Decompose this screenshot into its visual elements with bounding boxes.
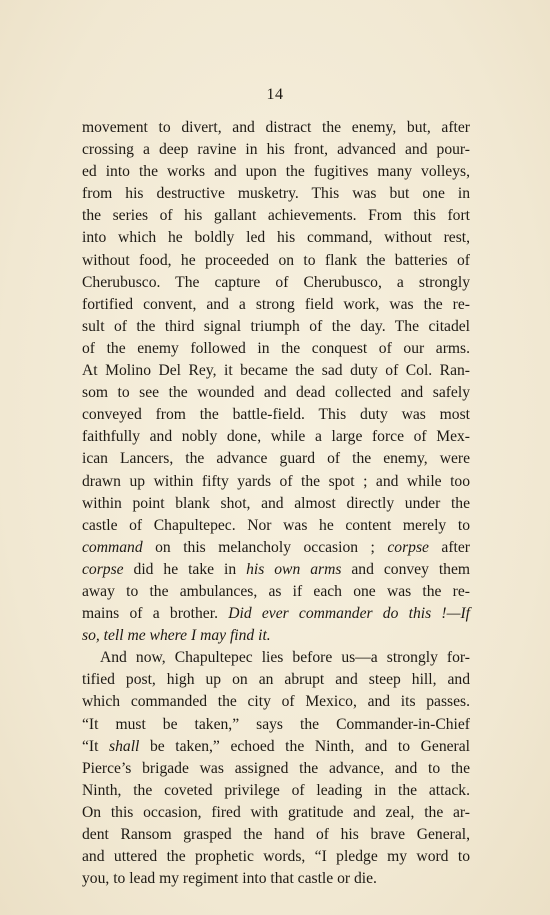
text-run: On this occasion, fired with gratitude and zeal, the ar- (82, 803, 470, 821)
text-line (82, 559, 470, 581)
text-line (82, 714, 470, 736)
text-run: Cherubusco. The capture of Cherubusco, a strongly (82, 273, 470, 291)
text-line (82, 250, 470, 272)
text-line (82, 603, 470, 625)
text-line (82, 338, 470, 360)
text-run: “It (82, 737, 110, 755)
text-line (82, 426, 470, 448)
italic-text: corpse (387, 538, 429, 556)
text-run: fortified convent, and a strong field work, was the re- (82, 295, 470, 313)
text-run: At Molino Del Rey, it became the sad duty of Col. Ran- (82, 362, 470, 380)
text-line (82, 404, 470, 426)
text-run: ican Lancers, the advance guard of the enemy, were (82, 450, 470, 468)
text-line (82, 493, 470, 515)
text-run: mains of a brother. (82, 605, 229, 623)
italic-text: so, tell me where I may find it. (82, 627, 271, 645)
text-run: crossing a deep ravine in his front, advanced and pour- (82, 141, 470, 159)
text-run: And now, Chapultepec lies before us—a strongly for- (100, 649, 470, 667)
text-line (82, 780, 470, 802)
text-line (82, 647, 470, 669)
text-line (82, 139, 470, 161)
text-line (82, 846, 470, 868)
text-line (82, 625, 470, 647)
text-run: within point blank shot, and almost directly under the (82, 494, 470, 512)
text-line (82, 294, 470, 316)
italic-text: his own arms (246, 560, 342, 578)
text-run: movement to divert, and distract the enemy, but, after (82, 119, 470, 136)
text-run: of the enemy followed in the conquest of our arms. (82, 339, 470, 357)
text-line (82, 471, 470, 493)
text-run: som to see the wounded and dead collected and safely (82, 384, 470, 402)
text-run: castle of Chapultepec. Nor was he content merely to (82, 516, 470, 534)
text-line (82, 316, 470, 338)
text-run: without food, he proceeded on to flank the batteries of (82, 251, 470, 269)
text-run: faithfully and nobly done, while a large force of Mex- (82, 428, 470, 446)
text-run: tified post, high up on an abrupt and steep hill, and (82, 671, 470, 689)
text-line (82, 183, 470, 205)
text-run: did he take in (123, 560, 247, 578)
text-line (82, 736, 470, 758)
text-run: be taken,” echoed the Ninth, and to General (139, 737, 470, 755)
text-run: dent Ransom grasped the hand of his brave General, (82, 826, 470, 843)
text-run: you, to lead my regiment into that castle or die. (82, 870, 377, 888)
text-line (82, 868, 470, 890)
text-run: on this melancholy occasion ; (142, 538, 388, 556)
text-line (82, 691, 470, 713)
text-line (82, 515, 470, 537)
text-line (82, 758, 470, 780)
text-run: and uttered the prophetic words, “I pledge my word to (82, 848, 470, 866)
italic-text: Did ever commander do this !—If (228, 605, 470, 623)
text-line (82, 581, 470, 603)
text-run: the series of his gallant achievements. From this fort (82, 207, 470, 225)
italic-text: command (82, 538, 143, 556)
paragraph (82, 647, 470, 890)
text-line (82, 382, 470, 404)
italic-text: corpse (82, 560, 124, 578)
text-run: away to the ambulances, as if each one was the re- (82, 582, 470, 600)
text-run: into which he boldly led his command, without rest, (82, 229, 470, 247)
text-run: conveyed from the battle-field. This duty was most (82, 406, 470, 424)
text-line (82, 537, 470, 559)
text-run: from his destructive musketry. This was but one in (82, 185, 470, 203)
text-run: “It must be taken,” says the Commander-in-Chief (82, 715, 470, 733)
text-line (82, 360, 470, 382)
text-run: ed into the works and upon the fugitives many volleys, (82, 163, 470, 181)
text-run: Pierce’s brigade was assigned the advance, and to the (82, 759, 470, 777)
text-run: drawn up within fifty yards of the spot ; and while too (82, 472, 470, 490)
text-run: and convey them (341, 560, 471, 578)
italic-text: shall (109, 737, 140, 755)
text-line (82, 272, 470, 294)
text-run: sult of the third signal triumph of the day. The citadel (82, 317, 470, 335)
text-line (82, 161, 470, 183)
text-line (82, 117, 470, 139)
page-number: 14 (266, 86, 284, 103)
text-line (82, 669, 470, 691)
body-text (82, 117, 470, 890)
text-line (82, 824, 470, 846)
text-line (82, 802, 470, 824)
text-run: which commanded the city of Mexico, and its passes. (82, 693, 470, 711)
text-line (82, 205, 470, 227)
text-run: Ninth, the coveted privilege of leading in the attack. (82, 781, 470, 799)
text-run: after (428, 538, 470, 556)
paragraph (82, 117, 470, 647)
text-line (82, 448, 470, 470)
text-line (82, 227, 470, 249)
